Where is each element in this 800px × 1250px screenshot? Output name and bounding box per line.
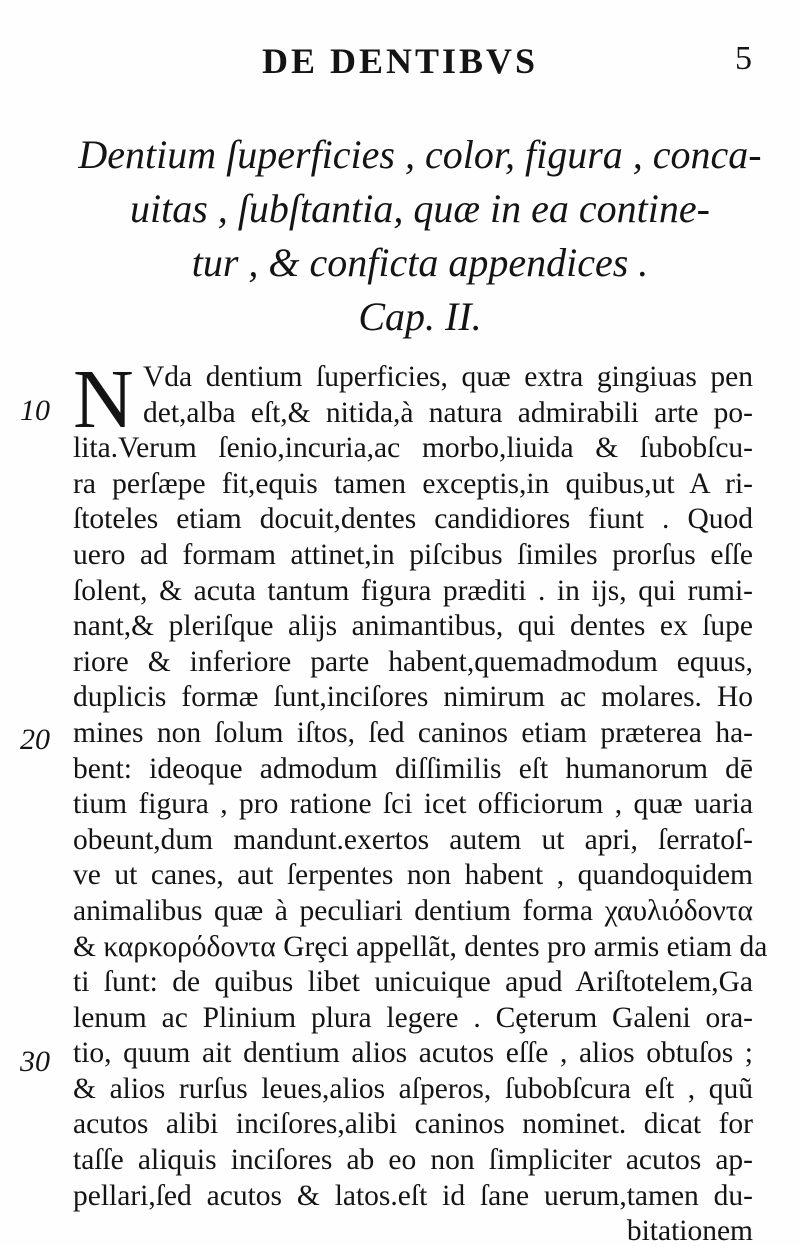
text-line: ſolent, & acuta tantum figura præditi . in ijs, qui rumi- (73, 574, 753, 607)
text-line: lita.Verum ſenio,incuria,ac morbo,liuida & ſubobſcu- (73, 432, 753, 465)
text-line: taſſe aliquis inciſores ab eo non ſimpliciter acutos ap- (73, 1144, 753, 1177)
chapter-title-line: uitas , ſubſtantia, quæ in ea contine- (130, 186, 710, 231)
text-line: nant,& pleriſque alijs animantibus, qui dentes ex ſupe (73, 610, 753, 643)
text-line: riore & inferiore parte habent,quemadmodum equus, (73, 645, 753, 678)
text-line: duplicis formæ ſunt,inciſores nimirum ac molares. Ho (73, 681, 753, 714)
text-line: animalibus quæ à peculiari dentium forma χαυλιόδοντα (73, 894, 753, 927)
chapter-title-line: tur , & conficta appendices . (191, 240, 649, 285)
drop-capital: N (73, 353, 134, 446)
margin-line-number: 10 (20, 394, 50, 427)
text-line: bent: ideoque admodum diſſimilis eſt humanorum dē (73, 752, 753, 785)
text-line: det,alba eſt,& nitida,à natura admirabili arte po- (143, 396, 753, 429)
text-line: lenum ac Plinium plura legere . Cȩterum Galeni ora- (73, 1001, 753, 1034)
chapter-title-line: Dentium ſuperficies , color, figura , conca- (78, 132, 762, 177)
text-line: obeunt,dum mandunt.exertos autem ut apri, ſerratoſ- (73, 823, 753, 856)
text-line: & καρκορόδοντα Grȩci appellãt, dentes pro armis etiam da (73, 930, 768, 963)
text-line: pellari,ſed acutos & latos.eſt id ſane uerum,tamen du- (73, 1179, 753, 1212)
body-text (73, 353, 768, 1250)
text-line: tium figura , pro ratione ſci icet officiorum , quæ uaria (73, 788, 753, 821)
text-line: ve ut canes, aut ſerpentes non habent , quandoquidem (73, 859, 753, 892)
margin-line-number: 20 (20, 723, 50, 756)
chapter-heading: Cap. II. (358, 294, 482, 339)
text-line: ra perſæpe fit,equis tamen exceptis,in quibus,ut A ri- (73, 467, 753, 500)
text-line: uero ad formam attinet,in piſcibus ſimiles prorſus eſſe (73, 538, 753, 571)
catchword: bitationem (626, 1215, 753, 1248)
chapter-title (70, 128, 770, 344)
running-head: DE DENTIBVS (261, 41, 539, 81)
text-line: & alios rurſus leues,alios aſperos, ſubobſcura eſt , quũ (73, 1072, 753, 1105)
text-line: mines non ſolum iſtos, ſed caninos etiam præterea ha- (73, 716, 753, 749)
margin-line-number: 30 (20, 1045, 50, 1078)
text-line: acutos alibi inciſores,alibi caninos nominet. dicat for (73, 1108, 753, 1141)
page-number: 5 (735, 40, 752, 77)
text-line: Vda dentium ſuperficies, quæ extra gingiuas pen (143, 361, 753, 393)
text-line: tio, quum ait dentium alios acutos eſſe , alios obtuſos ; (73, 1037, 753, 1070)
text-line: ſtoteles etiam docuit,dentes candidiores fiunt . Quod (73, 503, 753, 536)
text-line: ti ſunt: de quibus libet unicuique apud Ariſtotelem,Ga (73, 966, 753, 999)
